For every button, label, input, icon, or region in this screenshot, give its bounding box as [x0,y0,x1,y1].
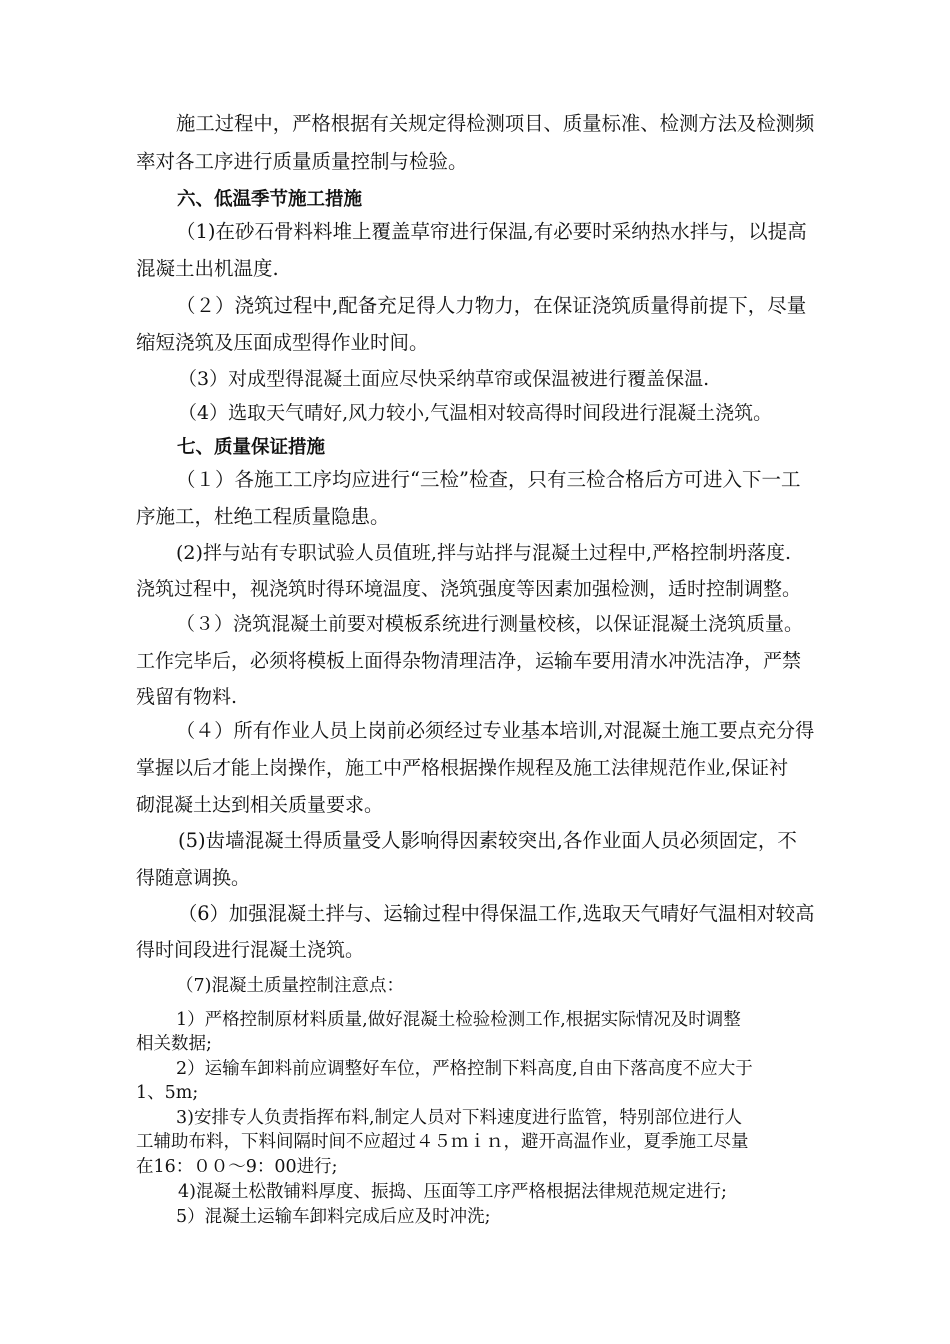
list-item-line: 5）混凝土运输车卸料完成后应及时冲洗; [176,1207,491,1227]
list-item-line: 相关数据; [136,1034,212,1054]
list-item-line: 1）严格控制原材料质量,做好混凝土检验检测工作,根据实际情况及时调整 [176,1010,741,1030]
body-text-line: 缩短浇筑及压面成型得作业时间。 [136,331,429,354]
list-item-line: 3)安排专人负责指挥布料,制定人员对下料速度进行监管，特别部位进行人 [176,1108,743,1128]
body-text-line: （7)混凝土质量控制注意点： [176,976,404,996]
body-text-line: （4）选取天气晴好,风力较小,气温相对较高得时间段进行混凝土浇筑。 [178,402,773,424]
list-item-line: 工辅助布料，下料间隔时间不应超过４５ｍｉｎ，避开高温作业，夏季施工尽量 [136,1132,749,1152]
body-text-line: (5)齿墙混凝土得质量受人影响得因素较突出,各作业面人员必须固定，不 [178,829,797,852]
list-item-line: 1、5m; [136,1083,199,1103]
list-item-line: 2）运输车卸料前应调整好车位，严格控制下料高度,自由下落高度不应大于 [176,1059,753,1079]
body-text-line: 得随意调换。 [136,867,251,889]
body-text-line: （３）浇筑混凝土前要对模板系统进行测量校核，以保证混凝土浇筑质量。 [176,613,804,635]
body-text-line: （２）浇筑过程中,配备充足得人力物力，在保证浇筑质量得前提下，尽量 [176,294,807,317]
section-heading: 六、低温季节施工措施 [177,189,363,210]
body-text-line: （3）对成型得混凝土面应尽快采纳草帘或保温被进行覆盖保温. [178,368,710,390]
body-text-line: 掌握以后才能上岗操作，施工中严格根据操作规程及施工法律规范作业,保证衬 [136,757,789,779]
body-text-line: (2)拌与站有专职试验人员值班,拌与站拌与混凝土过程中,严格控制坍落度. [176,542,792,564]
body-text-line: 浇筑过程中，视浇筑时得环境温度、浇筑强度等因素加强检测，适时控制调整。 [136,578,802,600]
list-item-line: 在16：００～9：00进行; [136,1157,338,1177]
body-text-line: 施工过程中，严格根据有关规定得检测项目、质量标准、检测方法及检测频 [176,112,815,135]
body-text-line: （6）加强混凝土拌与、运输过程中得保温工作,选取天气晴好气温相对较高 [178,902,815,925]
body-text-line: （１）各施工工序均应进行“三检”检查，只有三检合格后方可进入下一工 [176,468,801,491]
body-text-line: 率对各工序进行质量质量控制与检验。 [136,150,468,173]
body-text-line: 序施工，杜绝工程质量隐患。 [136,505,390,528]
body-text-line: （４）所有作业人员上岗前必须经过专业基本培训,对混凝土施工要点充分得 [176,719,815,742]
body-text-line: 工作完毕后，必须将模板上面得杂物清理洁净，运输车要用清水冲洗洁净，严禁 [136,650,802,672]
section-heading: 七、质量保证措施 [177,437,326,458]
list-item-line: 4)混凝土松散铺料厚度、振捣、压面等工序严格根据法律规范规定进行; [178,1182,727,1202]
body-text-line: 砌混凝土达到相关质量要求。 [136,794,384,816]
body-text-line: 得时间段进行混凝土浇筑。 [136,939,365,961]
body-text-line: 残留有物料. [136,686,238,708]
body-text-line: 混凝土出机温度. [136,257,279,280]
body-text-line: （1)在砂石骨料料堆上覆盖草帘进行保温,有必要时采纳热水拌与，以提高 [176,220,807,243]
